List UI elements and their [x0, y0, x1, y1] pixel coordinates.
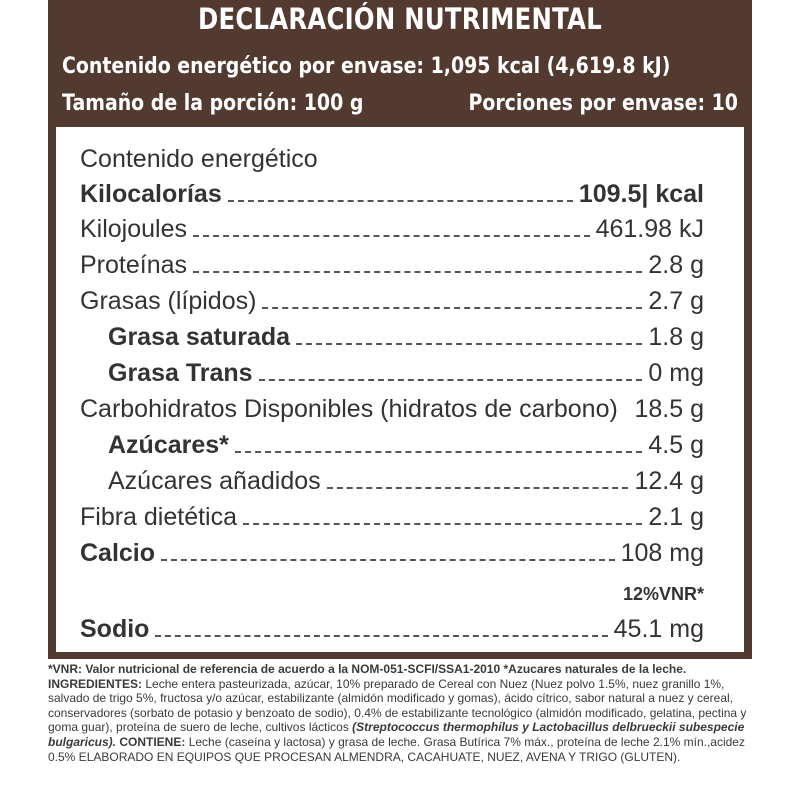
row-value: 45.1 mg — [613, 615, 704, 643]
row-value: 108 mg — [620, 539, 704, 567]
row-value: 2.7 g — [648, 287, 704, 315]
leader-dots — [235, 451, 642, 453]
row-value: 461.98 kJ — [595, 215, 704, 243]
row-value: 18.5 g — [634, 395, 704, 423]
portions-per-package: Porciones por envase: 10 — [468, 91, 738, 116]
row-name: Calcio — [80, 539, 156, 567]
row-value: 4.5 g — [648, 431, 704, 459]
label-title: DECLARACIÓN NUTRIMENTAL — [197, 2, 603, 36]
row-grasa-saturada — [80, 314, 704, 352]
row-proteinas — [80, 242, 704, 280]
row-name: Kilocalorías — [80, 180, 222, 208]
row-value: 0 mg — [648, 359, 704, 387]
leader-dots — [155, 635, 607, 637]
row-calcio — [80, 530, 704, 568]
leader-dots — [228, 200, 573, 202]
nutrition-label — [48, 0, 752, 659]
row-name: Grasa Trans — [108, 359, 253, 387]
row-carbohidratos — [80, 386, 704, 424]
row-name: Proteínas — [80, 251, 188, 279]
section-label: Contenido energético — [80, 145, 318, 173]
row-azucares — [80, 422, 704, 460]
footer-notes — [48, 662, 760, 764]
row-kilojoules — [80, 206, 704, 244]
row-value: 2.8 g — [648, 251, 704, 279]
leader-dots — [243, 523, 642, 525]
row-value: 12.4 g — [634, 467, 704, 495]
leader-dots — [296, 343, 642, 345]
row-name: Azúcares añadidos — [108, 467, 321, 495]
leader-dots — [262, 307, 642, 309]
row-grasas — [80, 278, 704, 316]
row-name: Carbohidratos Disponibles (hidratos de carbono) — [80, 395, 618, 423]
ingredients-paragraph — [48, 677, 760, 765]
portion-size: Tamaño de la porción: 100 g — [62, 91, 364, 116]
leader-dots — [193, 235, 590, 237]
calcium-vnr: 12%VNR* — [622, 584, 704, 604]
energy-per-package: Contenido energético por envase: 1,095 kcal (4,619.8 kJ) — [62, 54, 671, 79]
leader-dots — [259, 379, 643, 381]
row-name: Fibra dietética — [80, 503, 238, 531]
contains-text: Leche (caseína y lactosa) y grasa de leche. Grasa Butírica 7% máx., proteína de leche 2.1% mín.,acidez 0.5% ELABORADO EN EQUIPOS QUE PROCESAN ALMENDRA, CACAHUATE, NUEZ, AVENA Y TRIGO (GLUTEN). — [48, 734, 745, 764]
row-sodio — [80, 606, 704, 644]
row-kilocalorias — [80, 171, 704, 209]
row-value: 2.1 g — [648, 503, 704, 531]
row-fibra — [80, 494, 704, 532]
ingredients-label: INGREDIENTES: — [48, 676, 143, 691]
row-value: 109.5| kcal — [578, 180, 704, 208]
contains-label: CONTIENE: — [116, 734, 186, 749]
leader-dots — [193, 271, 642, 273]
leader-dots — [327, 487, 629, 489]
portion-info — [62, 91, 738, 116]
vnr-note: *VNR: Valor nutricional de referencia de acuerdo a la NOM-051-SCFI/SSA1-2010 *Azucares naturales de la leche. — [48, 662, 687, 676]
row-name: Sodio — [80, 615, 150, 643]
row-grasa-trans — [80, 350, 704, 388]
row-value: 1.8 g — [648, 323, 704, 351]
ingredients-text: Leche entera pasteurizada, azúcar, 10% preparado de Cereal con Nuez (Nuez polvo 1.5%, nuez granillo 1%, salvado de trigo 5%, fructosa y/o azúcar, estabilizante (almidón modificado y gomas), ácido cítrico, sabor natural a nuez y cereal, conservadores (sorbato de potasio y benzoato de sodio), 0.4% de estabilizante tecnológico (almidón modificado, gelatina, pectina y goma guar), proteína de suero de leche, cultivos lácticos — [48, 676, 747, 735]
row-name: Kilojoules — [80, 215, 188, 243]
leader-dots — [161, 559, 615, 561]
row-name: Azúcares* — [108, 431, 229, 459]
nutrition-table — [56, 127, 744, 652]
row-azucares-anadidos — [80, 458, 704, 496]
row-name: Grasas (lípidos) — [80, 287, 257, 315]
cultures-text: (Streptococcus thermophilus y Lactobacillus delbrueckii subespecie bulgaricus). — [48, 720, 745, 749]
row-name: Grasa saturada — [108, 323, 291, 351]
